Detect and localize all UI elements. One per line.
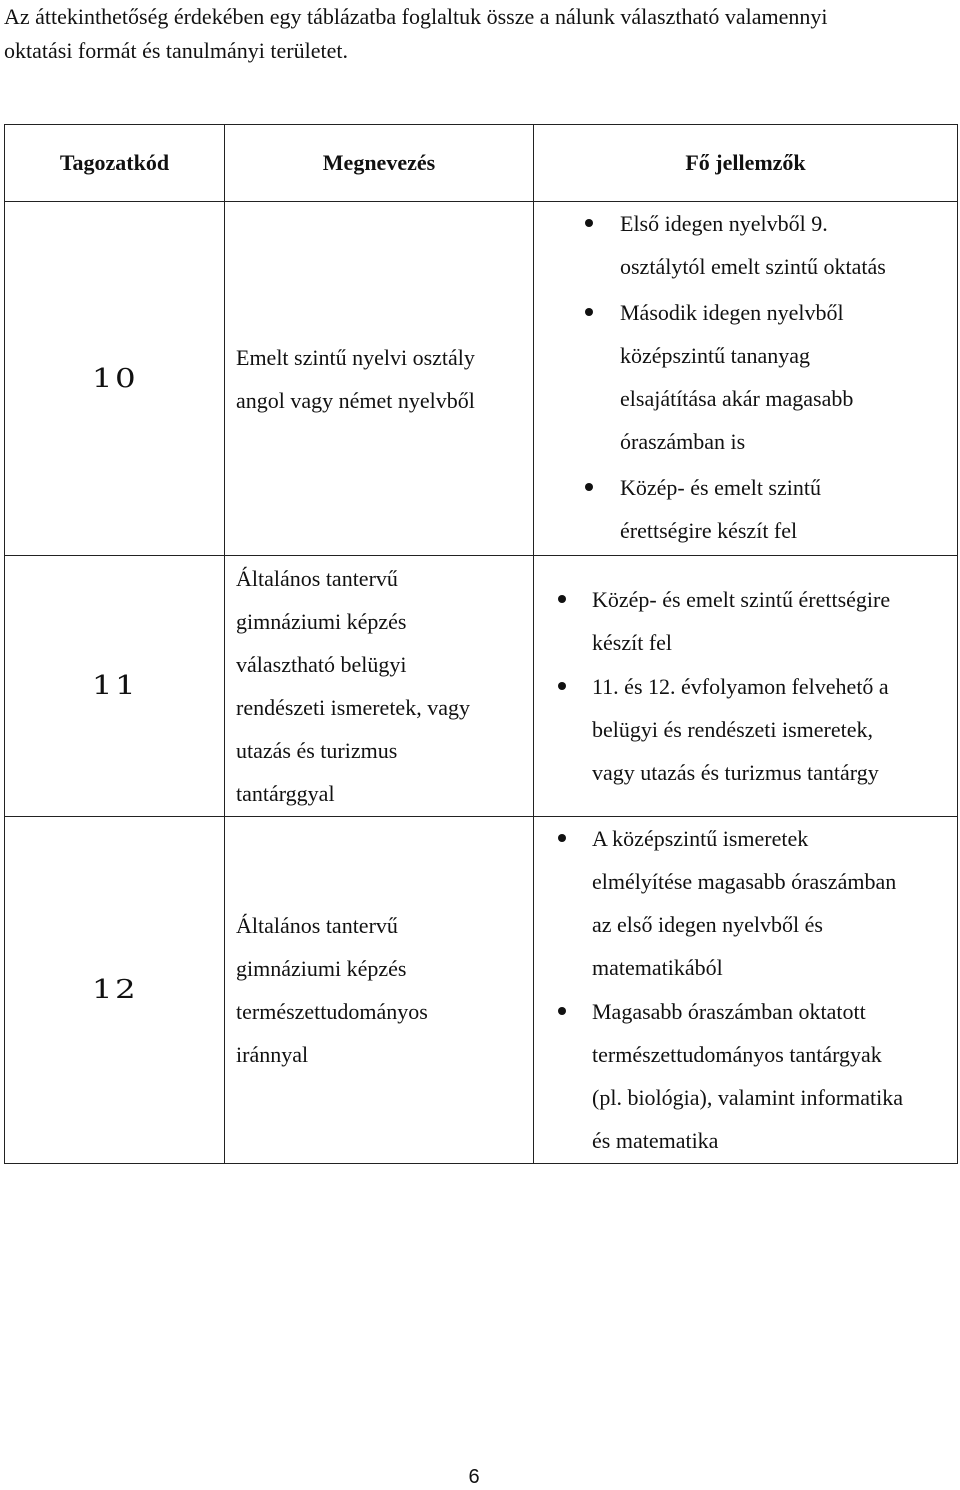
program-name [225,817,534,1164]
feature-item: Második idegen nyelvből középszintű tananyag elsajátítása akár magasabb óraszámban is [534,291,957,463]
bullet-icon [558,1007,566,1015]
header-features: Fő jellemzők [534,125,958,202]
program-name-line: gimnáziumi képzés [236,609,407,634]
intro-paragraph [4,0,954,68]
program-table [4,124,958,1164]
feature-item: Közép- és emelt szintű érettségire készít fel [534,466,957,552]
intro-line-1: Az áttekinthetőség érdekében egy táblázatba foglaltuk össze a nálunk választható valamennyi [4,4,828,29]
feature-item: Közép- és emelt szintű érettségire készít fel [534,578,957,664]
table-row [5,817,958,1164]
program-features [534,202,958,556]
table-row [5,202,958,556]
program-name-line: iránnyal [236,1042,309,1067]
program-name [225,202,534,556]
feature-item: Első idegen nyelvből 9. osztálytól emelt szintű oktatás [534,202,957,288]
header-name: Megnevezés [225,125,534,202]
program-code: 11 [0,556,252,817]
program-name-line: Emelt szintű nyelvi osztály [236,344,475,370]
program-name [225,556,534,817]
feature-item: Magasabb óraszámban oktatott természettudományos tantárgyak (pl. biológia), valamint informatika és matematika [534,990,957,1162]
bullet-icon [558,682,566,690]
program-name-line: természettudományos [236,999,428,1024]
program-code: 12 [0,817,252,1164]
bullet-icon [585,483,593,491]
program-code: 10 [0,202,252,556]
program-name-line: rendészeti ismeretek, vagy [236,695,470,720]
intro-line-2: oktatási formát és tanulmányi területet. [4,38,348,63]
feature-item: A középszintű ismeretek elmélyítése magasabb óraszámban az első idegen nyelvből és matematikából [534,817,957,989]
table-header-row [5,125,958,202]
feature-item: 11. és 12. évfolyamon felvehető a belügyi és rendészeti ismeretek, vagy utazás és turizmus tantárgy [534,665,957,794]
program-name-line: választható belügyi [236,652,407,677]
program-name-line: Általános tantervű [236,913,398,938]
program-name-line: angol vagy német nyelvből [236,387,475,413]
program-features [534,556,958,817]
bullet-icon [558,834,566,842]
program-name-line: tantárggyal [236,781,335,806]
table-row [5,556,958,817]
program-name-line: gimnáziumi képzés [236,956,407,981]
program-name-line: Általános tantervű [236,566,398,591]
program-name-line: utazás és turizmus [236,738,398,763]
bullet-icon [585,219,593,227]
page-number: 6 [468,1466,480,1488]
bullet-icon [585,308,593,316]
bullet-icon [558,595,566,603]
header-code: Tagozatkód [5,125,225,202]
program-features [534,817,958,1164]
